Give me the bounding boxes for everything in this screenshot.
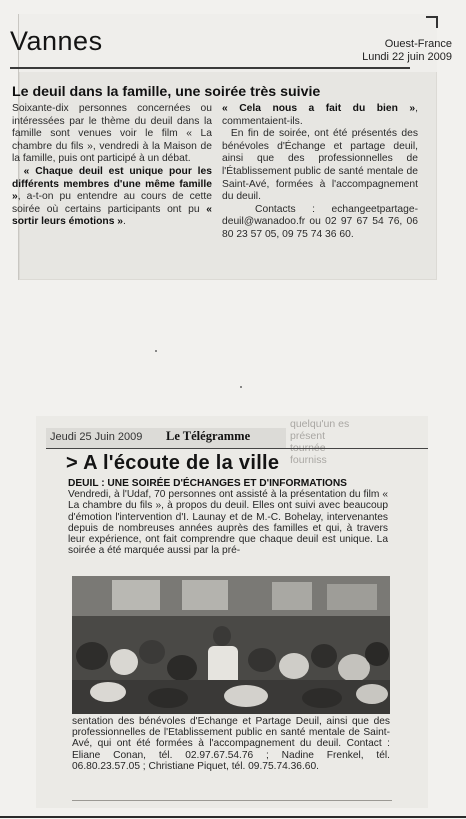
article-intro [68,478,388,556]
kicker: DEUIL : UNE SOIRÉE D'ÉCHANGES ET D'INFORMATIONS [68,478,347,489]
section-title: Vannes [10,26,103,56]
quote-end: . [123,216,126,228]
quote-text: , a-t-on pu entendre au cours de cette soirée où certains participants ont pu [12,191,212,215]
quote-bold: « Cela nous a fait du bien » [222,103,416,114]
page-bottom-rule [0,816,466,818]
publication-date: Lundi 22 juin 2009 [362,51,452,63]
contacts-text: Contacts : echangeetpartage-deuil@wanadoo.fr ou 02 97 67 54 76, 06 80 23 57 05, 09 75 74 36 60. [222,203,418,240]
paragraph: Vendredi, à l'Udaf, 70 personnes ont assisté à la présentation du film « La chambre du fils », à propos du deuil. Elles ont suivi avec beaucoup d'émotion l'intervention d'I. Launay et de M.-C. Bohelay, intervenantes depuis de nombreuses années auprès des familles et qui, à travers leur expérience, ont fait comprendre que chaque deuil est unique. La soirée a été marquée aussi par la pré- [68,489,388,557]
quote-bold: « Chaque deuil est unique pour les différents membres d'une même famille » [12,165,212,203]
article-continuation [72,716,390,772]
scan-speck [240,386,242,388]
quote-text: , commentaient-ils. [222,103,418,127]
publication-name: Le Télégramme [166,429,251,443]
photo-illustration [72,576,390,714]
paragraph [222,103,418,128]
quote-bold: « sortir leurs émotions » [12,203,212,228]
header-rule [10,67,410,69]
bleed-through-text: quelqu'un es présent tournée fourniss [290,418,350,466]
paragraph: Soixante-dix personnes concernées ou intéressées par le thème du deuil dans la famille sont venues voir le film « La chambre du fils », vendredi à la Maison de la famille, puis ont participé à un débat. [12,103,212,165]
scan-speck [155,350,157,352]
corner-crop-mark [426,16,438,28]
article-column-1 [12,103,212,229]
publication-info [362,38,452,64]
audience-photo [72,576,390,714]
paragraph [12,166,212,229]
publication-name: Ouest-France [384,38,452,50]
paragraph: sentation des bénévoles d'Echange et Partage Deuil, ainsi que des professionnelles de l'Etablissement public en santé mentale de Saint-Avé, qui ont été formées à l'accompagnement du deuil. Contact : Eliane Conan, tél. 02.97.67.54.76 ; Nadine Frenkel, tél. 06.80.23.57.05 ; Christiane Piquet, tél. 09.75.74.36.60. [72,716,390,772]
footer-rule [72,800,392,801]
article-headline: > A l'écoute de la ville [66,452,280,474]
paragraph-text: En fin de soirée, ont été présentés des bénévoles d'Échange et partage deuil, ainsi que des professionnelles de l'Établissement public de santé mentale de Saint-Avé, formées à l'accompagnement du deuil. [222,128,418,203]
publication-date: Jeudi 25 Juin 2009 [50,431,143,443]
article-column-2 [222,103,418,242]
paragraph [222,204,418,242]
header-rule [46,448,428,449]
paragraph [222,128,418,204]
article-headline: Le deuil dans la famille, une soirée très suivie [12,84,321,100]
